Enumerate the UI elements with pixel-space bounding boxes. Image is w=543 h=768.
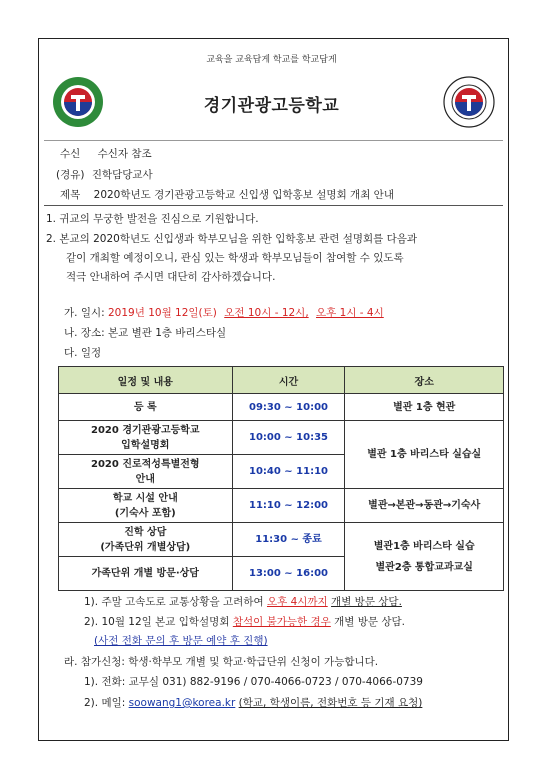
mail-link[interactable]: soowang1@korea.kr xyxy=(128,697,236,709)
note-1 xyxy=(84,594,402,609)
note-2-text: 2). 10월 12일 본교 입학설명회 xyxy=(84,616,230,628)
subject-value: 2020학년도 경기관광고등학교 신입생 입학홍보 설명회 개최 안내 xyxy=(93,189,394,201)
event-admission-line-2: 입학설명회 xyxy=(121,439,170,451)
event-counseling-line-2: (가족단위 개별상담) xyxy=(100,541,191,553)
recipient-label: 수신 xyxy=(60,148,81,160)
school-logo-right xyxy=(443,76,495,128)
recipient-row xyxy=(60,146,152,161)
table-row xyxy=(59,394,504,421)
note-2-highlight: 참석이 불가능한 경우 xyxy=(232,616,331,628)
mail-label: 2). 메일: xyxy=(84,697,126,709)
time-registration: 09:30 ~ 10:00 xyxy=(232,394,345,421)
place-tour-route: 별관→본관→동관→기숙사 xyxy=(345,489,504,523)
event-admission-session xyxy=(59,421,233,455)
mail-row xyxy=(84,695,422,710)
paragraph-1: 1. 귀교의 무궁한 발전을 진심으로 기원합니다. xyxy=(46,213,259,225)
time-special-admission: 10:40 ~ 11:10 xyxy=(232,455,345,489)
note-2 xyxy=(84,614,405,629)
col-header-event: 일정 및 내용 xyxy=(59,367,233,394)
place-row xyxy=(64,325,226,340)
place-registration: 별관 1층 현관 xyxy=(345,394,504,421)
time-family-visit: 13:00 ~ 16:00 xyxy=(232,557,345,591)
col-header-place: 장소 xyxy=(345,367,504,394)
event-counseling xyxy=(59,523,233,557)
paragraph-2-line-2: 같이 개최할 예정이오니, 관심 있는 학생과 학부모님들이 참여할 수 있도록 xyxy=(66,252,404,264)
recipient-value: 수신자 참조 xyxy=(97,148,152,160)
time-morning: 오전 10시 - 12시, xyxy=(224,307,309,319)
school-motto: 교육을 교육답게 학교를 학교답게 xyxy=(206,55,337,65)
place-barista-room: 별관 1층 바리스타 실습실 xyxy=(345,421,504,489)
note-1-text: 1). 주말 고속도로 교통상황을 고려하여 xyxy=(84,596,264,608)
place-label: 나. 장소: xyxy=(64,327,105,339)
date-label: 가. 일시: xyxy=(64,307,105,319)
note-1-end: 개별 방문 상담. xyxy=(331,596,402,608)
time-facility-tour: 11:10 ~ 12:00 xyxy=(232,489,345,523)
school-name-title: 경기관광고등학교 xyxy=(203,96,340,116)
header-divider xyxy=(44,140,503,141)
via-row xyxy=(56,167,153,182)
via-label: (경유) xyxy=(56,169,85,181)
schedule-label: 다. 일정 xyxy=(64,347,102,359)
table-row xyxy=(59,489,504,523)
subject-row xyxy=(60,187,394,202)
mail-note: (학교, 학생이름, 전화번호 등 기재 요청) xyxy=(238,697,423,709)
time-afternoon: 오후 1시 - 4시 xyxy=(316,307,384,319)
event-special-line-1: 2020 진로적성특별전형 xyxy=(91,458,200,470)
note-3: (사전 전화 문의 후 방문 예약 후 진행) xyxy=(94,635,268,647)
time-counseling: 11:30 ~ 종료 xyxy=(232,523,345,557)
note-1-highlight: 오후 4시까지 xyxy=(266,596,328,608)
paragraph-2-line-3: 적극 안내하여 주시면 대단히 감사하겠습니다. xyxy=(66,271,276,283)
place-value: 본교 별관 1층 바리스타실 xyxy=(108,327,227,339)
date-row xyxy=(64,305,384,320)
table-row xyxy=(59,421,504,455)
event-special-line-2: 안내 xyxy=(135,473,155,485)
subject-divider xyxy=(44,205,503,206)
date-value: 2019년 10월 12일(토) xyxy=(108,307,217,319)
place-counseling-rooms xyxy=(345,523,504,591)
note-2-end: 개별 방문 상담. xyxy=(334,616,406,628)
event-facility-tour xyxy=(59,489,233,523)
phone-info: 1). 전화: 교무실 031) 882-9196 / 070-4066-0723 / 070-4066-0739 xyxy=(84,676,423,688)
event-tour-line-1: 학교 시설 안내 xyxy=(112,492,178,504)
event-family-visit: 가족단위 개별 방문·상담 xyxy=(59,557,233,591)
event-tour-line-2: (기숙사 포함) xyxy=(114,507,176,519)
table-header-row xyxy=(59,367,504,394)
table-row xyxy=(59,523,504,557)
apply-info: 라. 참가신청: 학생·학부모 개별 및 학교·학급단위 신청이 가능합니다. xyxy=(64,656,379,668)
event-admission-line-1: 2020 경기관광고등학교 xyxy=(91,424,200,436)
via-value: 진학담당교사 xyxy=(91,169,153,181)
event-special-admission xyxy=(59,455,233,489)
place-counseling-line-2: 별관2층 통합교과교실 xyxy=(375,561,473,573)
event-counseling-line-1: 진학 상담 xyxy=(124,526,167,538)
col-header-time: 시간 xyxy=(232,367,345,394)
schedule-table xyxy=(58,366,504,591)
time-admission-session: 10:00 ~ 10:35 xyxy=(232,421,345,455)
subject-label: 제목 xyxy=(60,189,81,201)
place-counseling-line-1: 별관1층 바리스타 실습 xyxy=(373,540,475,552)
paragraph-2-line-1: 2. 본교의 2020학년도 신입생과 학부모님을 위한 입학홍보 관련 설명회를 다음과 xyxy=(46,233,418,245)
event-registration: 등 록 xyxy=(59,394,233,421)
